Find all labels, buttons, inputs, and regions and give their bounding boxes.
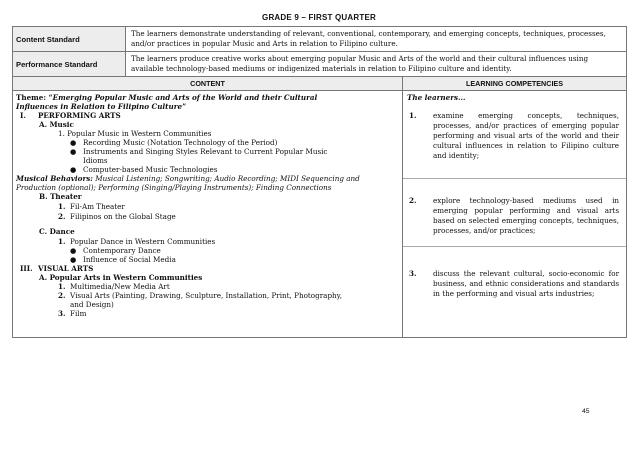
competencies-header: LEARNING COMPETENCIES	[403, 77, 627, 91]
list-item: Fil-Am Theater	[70, 202, 125, 211]
competency-number: 2.	[409, 196, 417, 205]
bullet-icon: ●	[70, 147, 77, 156]
list-num: 1.	[58, 282, 66, 291]
list-item-continued: and Design)	[70, 300, 114, 309]
content-standard-text: The learners demonstrate understanding of relevant, conventional, contemporary, and emerging concepts, techniques, processes, and/or practices in popular Music and Arts in relation to Filipino culture.	[126, 27, 627, 52]
list-item-continued: Idioms	[83, 156, 108, 165]
bullet-icon: ●	[70, 138, 77, 147]
content-header: CONTENT	[13, 77, 403, 91]
competency-block	[403, 246, 626, 337]
theme-line: Theme: “Emerging Popular Music and Arts of the World and their Cultural	[16, 93, 318, 102]
performance-standard-text: The learners produce creative works about emerging popular Music and Arts of the world and their cultural influences using available technology-based mediums or indigenized materials in relation to Filipino culture and identity.	[126, 52, 627, 77]
competencies-column	[403, 91, 627, 338]
list-num: 2.	[58, 212, 66, 221]
page-number: 45	[582, 408, 590, 415]
competency-text: discuss the relevant cultural, socio-economic for business, and ethnic considerations and standards in the performing and visual arts industries;	[433, 269, 620, 298]
competency-block	[403, 178, 626, 247]
list-item: Recording Music (Notation Technology of the Period)	[83, 138, 278, 147]
list-item: Filipinos on the Global Stage	[70, 212, 176, 221]
subsection-theater: B. Theater	[39, 192, 82, 201]
competency-text: examine emerging concepts, techniques, processes, and/or practices of emerging popular performing and visual arts of the world and their cultural influences in relation to Filipino culture and identity;	[433, 111, 620, 160]
content-column	[13, 91, 403, 338]
content-standard-label: Content Standard	[13, 27, 126, 52]
subsection-dance: C. Dance	[39, 227, 75, 236]
subsection-popular-arts: A. Popular Arts in Western Communities	[39, 273, 203, 282]
list-num: 3.	[58, 309, 66, 318]
list-item: Film	[70, 309, 87, 318]
section-num: I.	[20, 111, 26, 120]
list-num: 1.	[58, 202, 66, 211]
theme-title: Emerging Popular Music and Arts of the World and their Cultural	[52, 93, 318, 102]
list-item: Contemporary Dance	[83, 246, 161, 255]
list-item: Popular Dance in Western Communities	[70, 237, 216, 246]
curriculum-table	[12, 26, 627, 338]
musical-behaviors: Musical Behaviors: Musical Listening; Songwriting; Audio Recording; MIDI Sequencing and	[16, 174, 360, 183]
performance-standard-label: Performance Standard	[13, 52, 126, 77]
competency-text: explore technology-based mediums used in emerging popular performing and visual arts based on selected emerging concepts, techniques, processes, and/or practices;	[433, 196, 620, 235]
list-num: 2.	[58, 291, 66, 300]
list-item: Instruments and Singing Styles Relevant to Current Popular Music	[83, 147, 328, 156]
body-row	[13, 91, 627, 338]
header-row	[13, 77, 627, 91]
list-num: 1.	[58, 237, 66, 246]
section-performing-arts: PERFORMING ARTS	[38, 111, 121, 120]
bullet-icon: ●	[70, 246, 77, 255]
competency-number: 1.	[409, 111, 417, 120]
competency-block	[403, 91, 626, 179]
musical-behaviors-continued: Production (optional); Performing (Singing/Playing Instruments); Finding Connections	[16, 183, 332, 192]
list-item: Computer-based Music Technologies	[83, 165, 218, 174]
page-title: GRADE 9 – FIRST QUARTER	[262, 13, 376, 22]
competency-number: 3.	[409, 269, 417, 278]
section-num: III.	[20, 264, 33, 273]
section-visual-arts: VISUAL ARTS	[38, 264, 94, 273]
learners-intro: The learners...	[407, 93, 466, 102]
subsection-music: A. Music	[39, 120, 74, 129]
bullet-icon: ●	[70, 165, 77, 174]
content-standard-row	[13, 27, 627, 52]
list-item: Visual Arts (Painting, Drawing, Sculpture, Installation, Print, Photography,	[70, 291, 343, 300]
list-item: Multimedia/New Media Art	[70, 282, 170, 291]
bullet-icon: ●	[70, 255, 77, 264]
list-item: 1. Popular Music in Western Communities	[58, 129, 212, 138]
theme-line-2: Influences in Relation to Filipino Culture”	[16, 102, 187, 111]
list-item: Influence of Social Media	[83, 255, 176, 264]
performance-standard-row	[13, 52, 627, 77]
